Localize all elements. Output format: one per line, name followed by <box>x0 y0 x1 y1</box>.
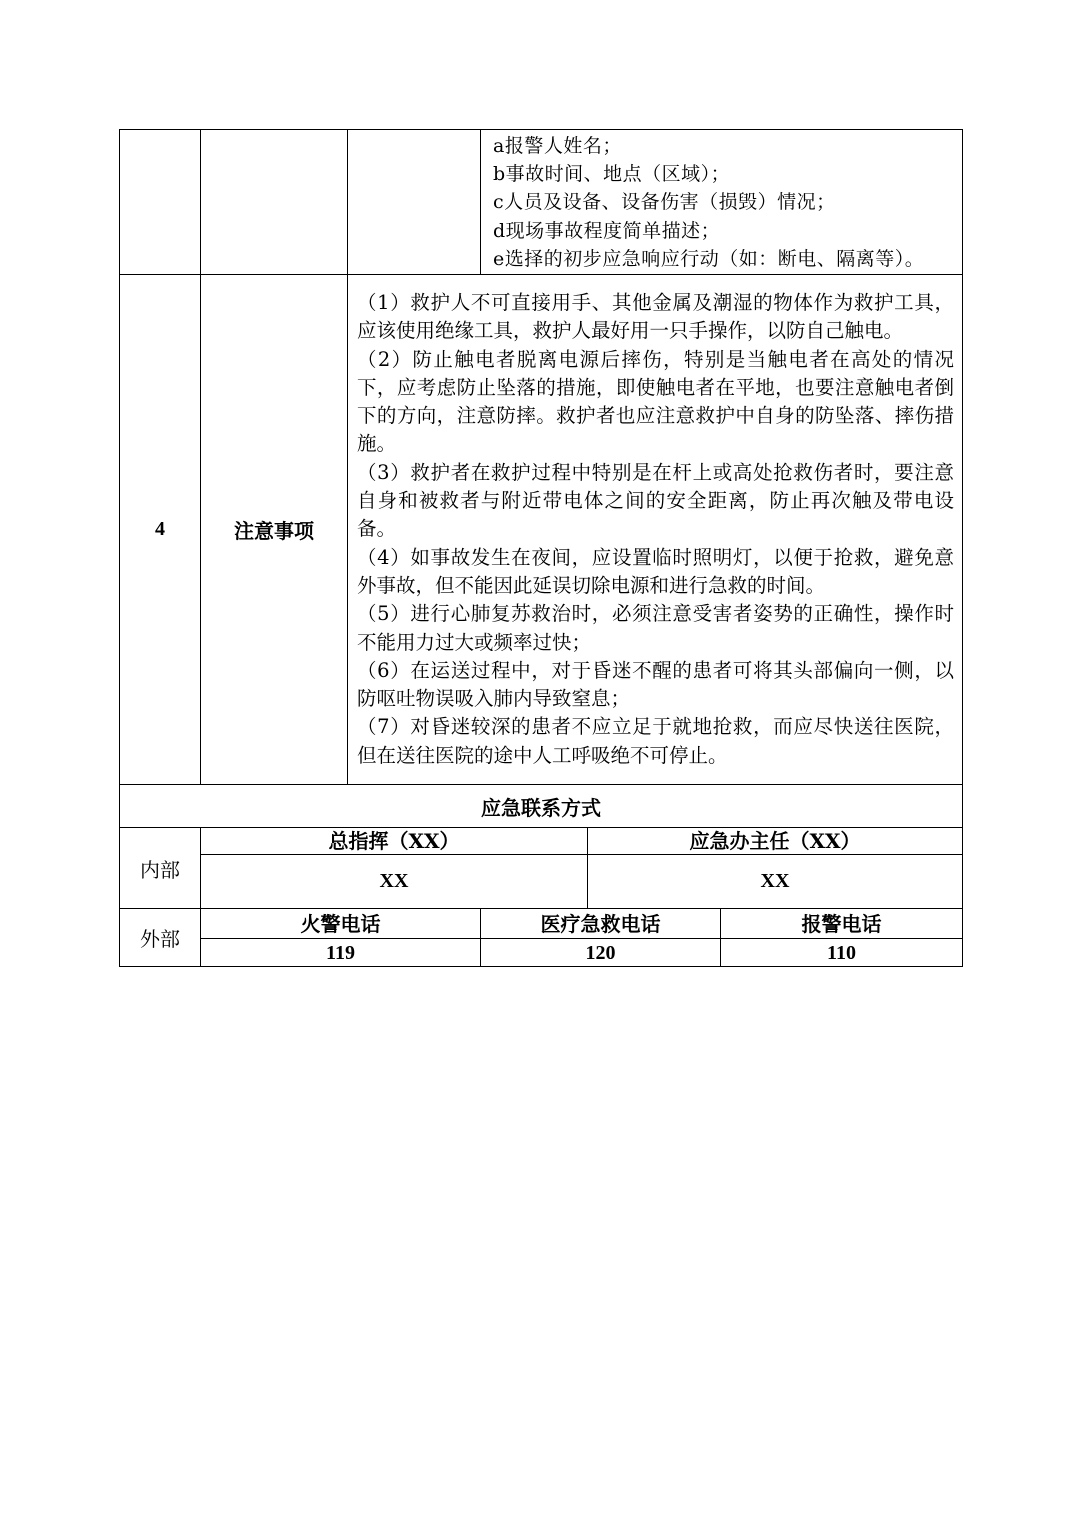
fire-phone-label: 火警电话 <box>201 909 481 939</box>
report-item: b事故时间、地点（区域）； <box>493 163 731 186</box>
section-number: 4 <box>120 275 201 785</box>
section-4-row <box>120 275 963 785</box>
fire-phone-value: 119 <box>201 939 481 967</box>
internal-label: 内部 <box>120 828 201 909</box>
precaution-item: （3）救护者在救护过程中特别是在杆上或高处抢救伤者时，要注意自身和被救者与附近带电体之间的安全距离，防止再次触及带电设备。 <box>357 460 954 541</box>
external-value-row <box>120 939 963 967</box>
emergency-plan-table <box>119 129 963 967</box>
external-label-row <box>120 909 963 939</box>
internal-value-row <box>120 855 963 909</box>
report-item: c人员及设备、设备伤害（损毁）情况； <box>493 191 836 214</box>
report-item: e选择的初步应急响应行动（如：断电、隔离等）。 <box>493 247 925 270</box>
report-item: d现场事故程度简单描述； <box>493 219 721 242</box>
precaution-item: （5）进行心肺复苏救治时，必须注意受害者姿势的正确性，操作时不能用力过大或频率过快； <box>357 602 954 654</box>
medical-phone-label: 医疗急救电话 <box>481 909 721 939</box>
office-director-value: XX <box>588 855 963 909</box>
precaution-item: （6）在运送过程中，对于昏迷不醒的患者可将其头部偏向一侧，以防呕吐物误吸入肺内导致窒息； <box>357 658 954 711</box>
report-empty-cell <box>348 130 481 275</box>
report-num-cell <box>120 130 201 275</box>
report-title-cell <box>201 130 348 275</box>
external-label: 外部 <box>120 909 201 967</box>
precaution-item: （1）救护人不可直接用手、其他金属及潮湿的物体作为救护工具，应该使用绝缘工具，救护人最好用一只手操作，以防自己触电。 <box>357 290 954 343</box>
contacts-heading-row <box>120 785 963 828</box>
precautions-cell <box>348 275 963 785</box>
commander-label: 总指挥（XX） <box>201 828 588 855</box>
medical-phone-value: 120 <box>481 939 721 967</box>
report-content-row <box>120 130 963 275</box>
precaution-item: （2）防止触电者脱离电源后摔伤，特别是当触电者在高处的情况下，应考虑防止坠落的措施，即使触电者在平地，也要注意触电者倒下的方向，注意防摔。救护者也应注意救护中自身的防坠落、摔伤措施。 <box>357 347 954 456</box>
precaution-item: （4）如事故发生在夜间，应设置临时照明灯，以便于抢救，避免意外事故，但不能因此延误切除电源和进行急救的时间。 <box>357 545 954 597</box>
report-item: a报警人姓名； <box>493 135 622 157</box>
office-director-label: 应急办主任（XX） <box>588 828 963 855</box>
report-items-cell <box>481 130 963 275</box>
police-phone-label: 报警电话 <box>721 909 963 939</box>
section-title: 注意事项 <box>201 275 348 785</box>
precaution-item: （7）对昏迷较深的患者不应立足于就地抢救，而应尽快送往医院，但在送往医院的途中人工呼吸绝不可停止。 <box>357 715 954 767</box>
commander-value: XX <box>201 855 588 909</box>
police-phone-value: 110 <box>721 939 963 967</box>
contacts-heading: 应急联系方式 <box>120 785 963 828</box>
internal-label-row <box>120 828 963 855</box>
